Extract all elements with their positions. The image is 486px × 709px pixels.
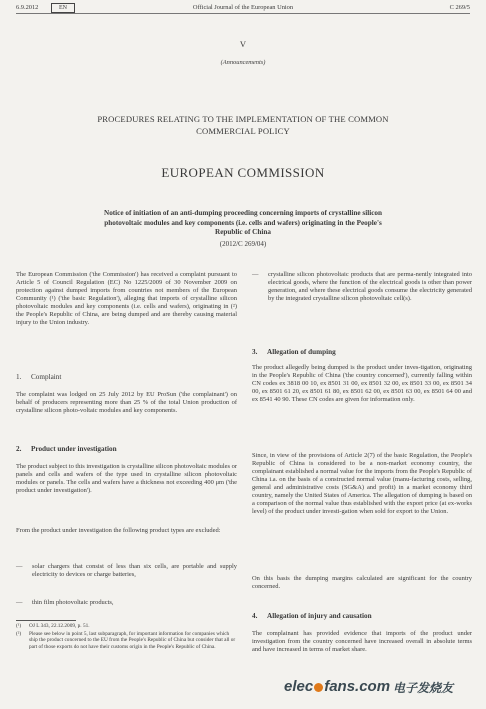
footnote-text: Please see below in point 5, last subparagraph, for important information for companies which ship the product concerned to the EU from the People's Republic of China but consider that all or part of those exports do not have their customs origin in the People's Republic of China. [29,631,236,650]
procedures-title-line-1: PROCEDURES RELATING TO THE IMPLEMENTATION OF THE COMMON [97,114,389,124]
logo-text-left: elec [284,678,314,695]
footnote-mark: (¹) [16,623,22,629]
footnote [16,631,237,666]
excluded-intro: From the product under investigation the following product types are excluded: [16,527,221,534]
footnote-text: OJ L 343, 22.12.2009, p. 51. [29,623,90,629]
complaint-heading [16,373,237,381]
language-badge: EN [51,3,75,13]
injury-heading-text: Allegation of injury and causation [267,612,372,620]
list-item [16,599,237,607]
dumping-heading-text: Allegation of dumping [267,348,336,356]
section-number: V [239,39,247,49]
footnote-mark: (²) [16,631,22,637]
notice-title-line-1: Notice of initiation of an anti-dumping proceeding concerning imports of crystalline silicon [104,209,382,217]
notice-title [48,209,438,238]
product-heading [16,445,237,453]
list-item-text: crystalline silicon photovoltaic products that are perma-nently integrated into electrical goods, where the function of the electrical goods is other than power generation, and where these electrical goods consume the electricity generated by the integrated crystalline silicon photovoltaic cell(s). [268,271,472,302]
dumping-heading-number: 3. [252,348,258,356]
procedures-title [0,113,486,137]
procedures-title-line-2: COMMERCIAL POLICY [196,126,290,136]
injury-heading-number: 4. [252,612,258,620]
logo-dot-icon [314,683,323,692]
injury-heading [252,612,472,620]
list-item-text: thin film photovoltaic products, [32,599,114,606]
list-item [16,563,237,579]
institution-title: EUROPEAN COMMISSION [161,165,325,180]
product-heading-text: Product under investigation [31,445,117,453]
dumping-heading [252,348,472,356]
list-dash: — [16,563,23,570]
footnote-rule [16,620,76,621]
complaint-paragraph: The complaint was lodged on 25 July 2012 by EU ProSun ('the complainant') on behalf of producers representing more than 25 % of the total Union production of crystalline silicon photo-voltaic modules and key components. [16,391,237,414]
list-item [252,271,472,319]
notice-title-line-2: photovoltaic modules and key components (i.e. cells and wafers) originating in the People's [104,218,382,227]
header-date: 6.9.2012 [16,4,39,11]
dumping-paragraph-2: Since, in view of the provisions of Article 2(7) of the basic Regulation, the People's Republic of China is considered to be a non-market economy country, the complainant established a normal value for the imports from the People's Republic of China i.a. on the basis of a constructed normal value (manu-facturing costs, selling, general and administrative costs (SG&A) and profit) in a market economy third country, namely the United States of America. The allegation of dumping is based on a comparison of the normal value thus established with the export price (at ex-works level) of the product under investi-gation when sold for export to the Union. [252,452,472,515]
footnote [16,623,237,630]
list-dash: — [252,271,259,278]
journal-title: Official Journal of the European Union [192,4,294,11]
list-dash: — [16,599,23,606]
dumping-paragraph-3: On this basis the dumping margins calculated are significant for the country concerned. [252,575,472,590]
complaint-heading-text: Complaint [31,373,62,381]
complaint-heading-number: 1. [16,373,22,381]
section-title: (Announcements) [220,59,266,66]
header-reference: C 269/5 [449,4,470,11]
logo-text-right: fans.com [324,678,391,695]
product-heading-number: 2. [16,445,22,453]
notice-reference: (2012/C 269/04) [219,240,267,248]
product-paragraph: The product subject to this investigation is crystalline silicon photovoltaic modules or panels and cells and wafers of the type used in crystalline silicon photovoltaic modules or panels. The cells and wafers have a thickness not exceeding 400 μm ('the product under investigation'). [16,463,237,494]
elecfans-logo [284,678,390,695]
watermark-chinese-text: 电子发烧友 [393,681,454,695]
intro-paragraph: The European Commission ('the Commission') has received a complaint pursuant to Article 5 of Council Regulation (EC) No 1225/2009 of 30 November 2009 on protection against dumped imports from countries not members of the European Community (¹) ('the basic Regulation'), alleging that imports of crystalline silicon photovoltaic modules and key components (i.e. cells and wafers), originating in (²) the People's Republic of China, are being dumped and are thereby causing material injury to the Union industry. [16,271,237,326]
injury-paragraph: The complainant has provided evidence that imports of the product under investigation from the country concerned have increased overall in absolute terms and have increased in terms of market share. [252,630,472,653]
list-item-text: solar chargers that consist of less than six cells, are portable and supply electricity to devices or charge batteries, [32,563,237,578]
dumping-paragraph-1: The product allegedly being dumped is the product under inves-tigation, originating in the People's Republic of China ('the country concerned'), currently falling within CN codes ex 3818 00 10, ex 8501 31 00, ex 8501 32 00, ex 8501 33 00, ex 8501 34 00, ex 8501 61 20, ex 8501 61 80, ex 8501 62 00, ex 8501 63 00, ex 8501 64 00 and ex 8541 40 90. These CN codes are given for information only. [252,364,472,403]
notice-title-line-3: Republic of China [215,228,271,237]
header-rule [16,13,470,14]
